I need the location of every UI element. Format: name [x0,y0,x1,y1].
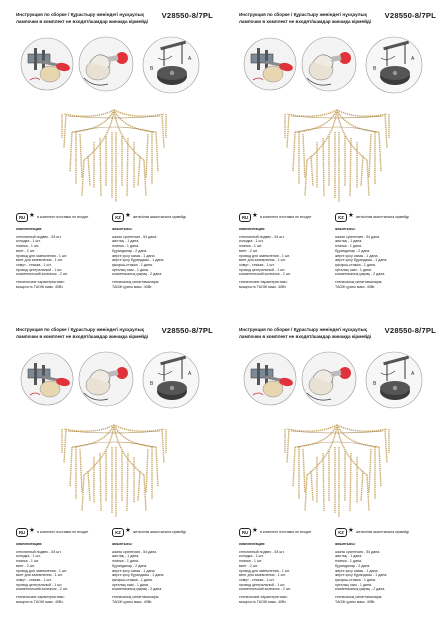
instruction-sheet [223,0,446,315]
list-item: провод для заземления - 1 шт. [239,253,291,258]
list-item: косметический колпачок - 2 шт. [16,272,68,277]
chandelier-product-image [16,98,213,213]
header-title: Инструкция по сборке / Құрастыру жөніндегі нұсқаулық [239,327,367,332]
list-item: стеклянный подвес - 54 шт. [239,549,285,554]
list-item: хомут - стяжка - 1 шт. [239,577,275,582]
list-item: планка - 1 шт. [239,559,262,564]
kz-spec-value: ТАОЖ қуаты макс. 40Вт. [112,599,153,604]
ru-components-title: комплектация: [16,227,43,231]
list-item: жерге қосу бұрандасы - 1 дана. [112,573,165,578]
model-number: V28550-8/7PL [384,11,436,20]
list-item: провод центральный - 1 шт. [239,267,286,272]
svg-text:B: B [373,66,377,72]
kz-not-included-note: жеткізілім жиынтығына кірмейді [356,530,409,534]
beaded-chandelier-image [277,417,397,525]
list-item: жерге қосу сымы - 1 дана. [112,253,156,258]
ru-spec-title: технические характеристики: [239,595,288,600]
ru-not-included-note: в комплект поставки не входят [260,215,312,219]
list-item: жастық - 1 дана. [335,239,363,244]
list-item: колодка - 1 шт. [239,239,264,244]
assembly-diagrams [239,351,436,411]
star-icon: ★ [125,212,131,219]
sheet-header [16,12,213,34]
kz-components-title: жиынтығы: [335,542,356,546]
kz-spec-title: техникалық сипаттамалары: [335,595,383,600]
list-item: провод для заземления - 1 шт. [16,568,68,573]
kz-not-included-note: жеткізілім жиынтығына кірмейді [356,215,409,219]
list-item: планка - 1 дана. [112,559,139,564]
list-item: планка - 1 шт. [16,244,39,249]
chandelier-product-image [239,413,436,528]
list-item: планка - 1 шт. [16,559,39,564]
list-item: хомут - стяжка - 1 шт. [16,577,52,582]
svg-text:A: A [411,371,415,377]
ru-spec-value: мощность ТАОЖ макс. 40Вт. [239,284,287,289]
kz-components [335,542,427,604]
beaded-chandelier-image [277,102,397,210]
ceiling-plate-mount-icon [365,36,423,94]
language-legend [16,528,213,538]
chandelier-product-image [16,413,213,528]
list-item: провод центральный - 1 шт. [16,582,63,587]
list-item: жастық - 1 дана. [112,239,140,244]
list-item: винт для заземления - 1 шт. [239,573,286,578]
components-columns [16,542,213,602]
kz-badge: KZ [112,213,124,222]
svg-text:B: B [373,381,377,387]
instruction-sheet [223,315,446,630]
list-item: винт - 2 шт. [16,563,35,568]
sheet-header [239,327,436,349]
list-item: бұрандалар - 2 дана. [112,563,148,568]
list-item: жерге қосу бұрандасы - 1 дана. [112,258,165,263]
ru-spec-value: мощность ТАОЖ макс. 40Вт. [239,599,287,604]
kz-components [335,227,427,289]
bulb-cover-hand-icon [301,36,357,92]
list-item: косметикалық қақпақ - 2 дана. [112,272,163,277]
svg-text:A: A [188,56,192,62]
list-item: жастық - 1 дана. [112,554,140,559]
components-columns [16,227,213,287]
ru-not-included-note: в комплект поставки не входят [260,530,312,534]
kz-spec-title: техникалық сипаттамалары: [335,280,383,285]
assembly-diagrams [239,36,436,96]
instruction-sheet [0,0,223,315]
list-item: шыны суспензия - 54 дана. [335,234,381,239]
list-item: провод центральный - 1 шт. [239,582,286,587]
list-item: планка - 1 шт. [239,244,262,249]
list-item: винт - 2 шт. [239,248,258,253]
kz-components-title: жиынтығы: [112,542,133,546]
language-legend [239,528,436,538]
list-item: бұрандалар - 2 дана. [335,563,371,568]
ru-not-included-note: в комплект поставки не входят [37,215,89,219]
components-columns [239,542,436,602]
ru-components-title: комплектация: [239,227,266,231]
model-number: V28550-8/7PL [161,11,213,20]
list-item: колодка - 1 шт. [239,554,264,559]
model-number: V28550-8/7PL [161,326,213,335]
star-icon: ★ [348,212,354,219]
list-item: жерге қосу бұрандасы - 1 дана. [335,258,388,263]
header-title: Инструкция по сборке / Құрастыру жөніндегі нұсқаулық [239,12,367,17]
list-item: винт - 2 шт. [16,248,35,253]
header-bulbs-note: лампочки в комплект не входят/шамдар жинаққа кірмейді [239,19,372,24]
kz-components [112,542,204,604]
list-item: стеклянный подвес - 54 шт. [16,234,62,239]
star-icon: ★ [252,527,258,534]
instruction-sheet [0,315,223,630]
kz-spec-title: техникалық сипаттамалары: [112,280,160,285]
list-item: орталық сым - 1 дана. [112,582,149,587]
ru-badge: RU [239,213,251,222]
language-legend [16,213,213,223]
list-item: қысқыш-стяжка - 1 дана. [112,577,153,582]
star-icon: ★ [252,212,258,219]
ceiling-plate-mount-icon [142,36,200,94]
header-bulbs-note: лампочки в комплект не входят/шамдар жинаққа кірмейді [16,19,149,24]
kz-not-included-note: жеткізілім жиынтығына кірмейді [133,215,186,219]
kz-components-title: жиынтығы: [112,227,133,231]
list-item: винт - 2 шт. [239,563,258,568]
ru-spec-title: технические характеристики: [16,595,65,600]
list-item: орталық сым - 1 дана. [112,267,149,272]
star-icon: ★ [29,212,35,219]
kz-spec-value: ТАОЖ қуаты макс. 40Вт. [335,284,376,289]
header-title: Инструкция по сборке / Құрастыру жөніндегі нұсқаулық [16,327,144,332]
chandelier-product-image [239,98,436,213]
ru-components-title: комплектация: [239,542,266,546]
list-item: жерге қосу сымы - 1 дана. [335,253,379,258]
ru-spec-title: технические характеристики: [239,280,288,285]
list-item: винт для заземления - 1 шт. [16,258,63,263]
list-item: шыны суспензия - 54 дана. [112,234,158,239]
list-item: провод для заземления - 1 шт. [16,253,68,258]
list-item: косметикалық қақпақ - 2 дана. [112,587,163,592]
list-item: бұрандалар - 2 дана. [335,248,371,253]
list-item: провод центральный - 1 шт. [16,267,63,272]
star-icon: ★ [125,527,131,534]
ru-spec-value: мощность ТАОЖ макс. 40Вт. [16,599,64,604]
list-item: хомут - стяжка - 1 шт. [16,262,52,267]
kz-spec-value: ТАОЖ қуаты макс. 40Вт. [112,284,153,289]
list-item: стеклянный подвес - 54 шт. [239,234,285,239]
list-item: бұрандалар - 2 дана. [112,248,148,253]
screwdriver-mounting-icon [20,36,74,92]
list-item: шыны суспензия - 54 дана. [335,549,381,554]
ru-not-included-note: в комплект поставки не входят [37,530,89,534]
list-item: косметикалық қақпақ - 2 дана. [335,587,386,592]
list-item: планка - 1 дана. [335,559,362,564]
screwdriver-mounting-icon [243,36,297,92]
list-item: шыны суспензия - 54 дана. [112,549,158,554]
header-title: Инструкция по сборке / Құрастыру жөніндегі нұсқаулық [16,12,144,17]
list-item: косметический колпачок - 2 шт. [239,587,291,592]
kz-badge: KZ [335,213,347,222]
kz-spec-title: техникалық сипаттамалары: [112,595,160,600]
kz-spec-value: ТАОЖ қуаты макс. 40Вт. [335,599,376,604]
list-item: косметический колпачок - 2 шт. [239,272,291,277]
ceiling-plate-mount-icon [142,351,200,409]
list-item: провод для заземления - 1 шт. [239,568,291,573]
assembly-diagrams [16,351,213,411]
kz-badge: KZ [335,528,347,537]
ru-components-title: комплектация: [16,542,43,546]
list-item: қысқыш-стяжка - 1 дана. [335,262,376,267]
assembly-diagrams [16,36,213,96]
ru-badge: RU [16,528,28,537]
ru-components [16,227,108,289]
ru-badge: RU [16,213,28,222]
list-item: орталық сым - 1 дана. [335,582,372,587]
kz-not-included-note: жеткізілім жиынтығына кірмейді [133,530,186,534]
svg-text:A: A [411,56,415,62]
ru-components [239,227,331,289]
list-item: винт для заземления - 1 шт. [16,573,63,578]
beaded-chandelier-image [54,102,174,210]
bulb-cover-hand-icon [301,351,357,407]
list-item: стеклянный подвес - 54 шт. [16,549,62,554]
ru-components [16,542,108,604]
list-item: колодка - 1 шт. [16,239,41,244]
sheet-header [16,327,213,349]
ceiling-plate-mount-icon [365,351,423,409]
language-legend [239,213,436,223]
screwdriver-mounting-icon [243,351,297,407]
header-bulbs-note: лампочки в комплект не входят/шамдар жинаққа кірмейді [239,334,372,339]
list-item: планка - 1 дана. [335,244,362,249]
kz-components [112,227,204,289]
kz-components-title: жиынтығы: [335,227,356,231]
star-icon: ★ [29,527,35,534]
star-icon: ★ [348,527,354,534]
bulb-cover-hand-icon [78,351,134,407]
list-item: жерге қосу бұрандасы - 1 дана. [335,573,388,578]
list-item: қысқыш-стяжка - 1 дана. [335,577,376,582]
list-item: жерге қосу сымы - 1 дана. [112,568,156,573]
sheet-header [239,12,436,34]
list-item: винт для заземления - 1 шт. [239,258,286,263]
model-number: V28550-8/7PL [384,326,436,335]
list-item: планка - 1 дана. [112,244,139,249]
kz-badge: KZ [112,528,124,537]
list-item: хомут - стяжка - 1 шт. [239,262,275,267]
components-columns [239,227,436,287]
list-item: жерге қосу сымы - 1 дана. [335,568,379,573]
list-item: жастық - 1 дана. [335,554,363,559]
ru-components [239,542,331,604]
ru-spec-title: технические характеристики: [16,280,65,285]
list-item: косметикалық қақпақ - 2 дана. [335,272,386,277]
header-bulbs-note: лампочки в комплект не входят/шамдар жинаққа кірмейді [16,334,149,339]
screwdriver-mounting-icon [20,351,74,407]
svg-text:B: B [150,66,154,72]
svg-text:A: A [188,371,192,377]
beaded-chandelier-image [54,417,174,525]
list-item: орталық сым - 1 дана. [335,267,372,272]
ru-badge: RU [239,528,251,537]
svg-text:B: B [150,381,154,387]
list-item: колодка - 1 шт. [16,554,41,559]
list-item: қысқыш-стяжка - 1 дана. [112,262,153,267]
list-item: косметический колпачок - 2 шт. [16,587,68,592]
ru-spec-value: мощность ТАОЖ макс. 40Вт. [16,284,64,289]
bulb-cover-hand-icon [78,36,134,92]
